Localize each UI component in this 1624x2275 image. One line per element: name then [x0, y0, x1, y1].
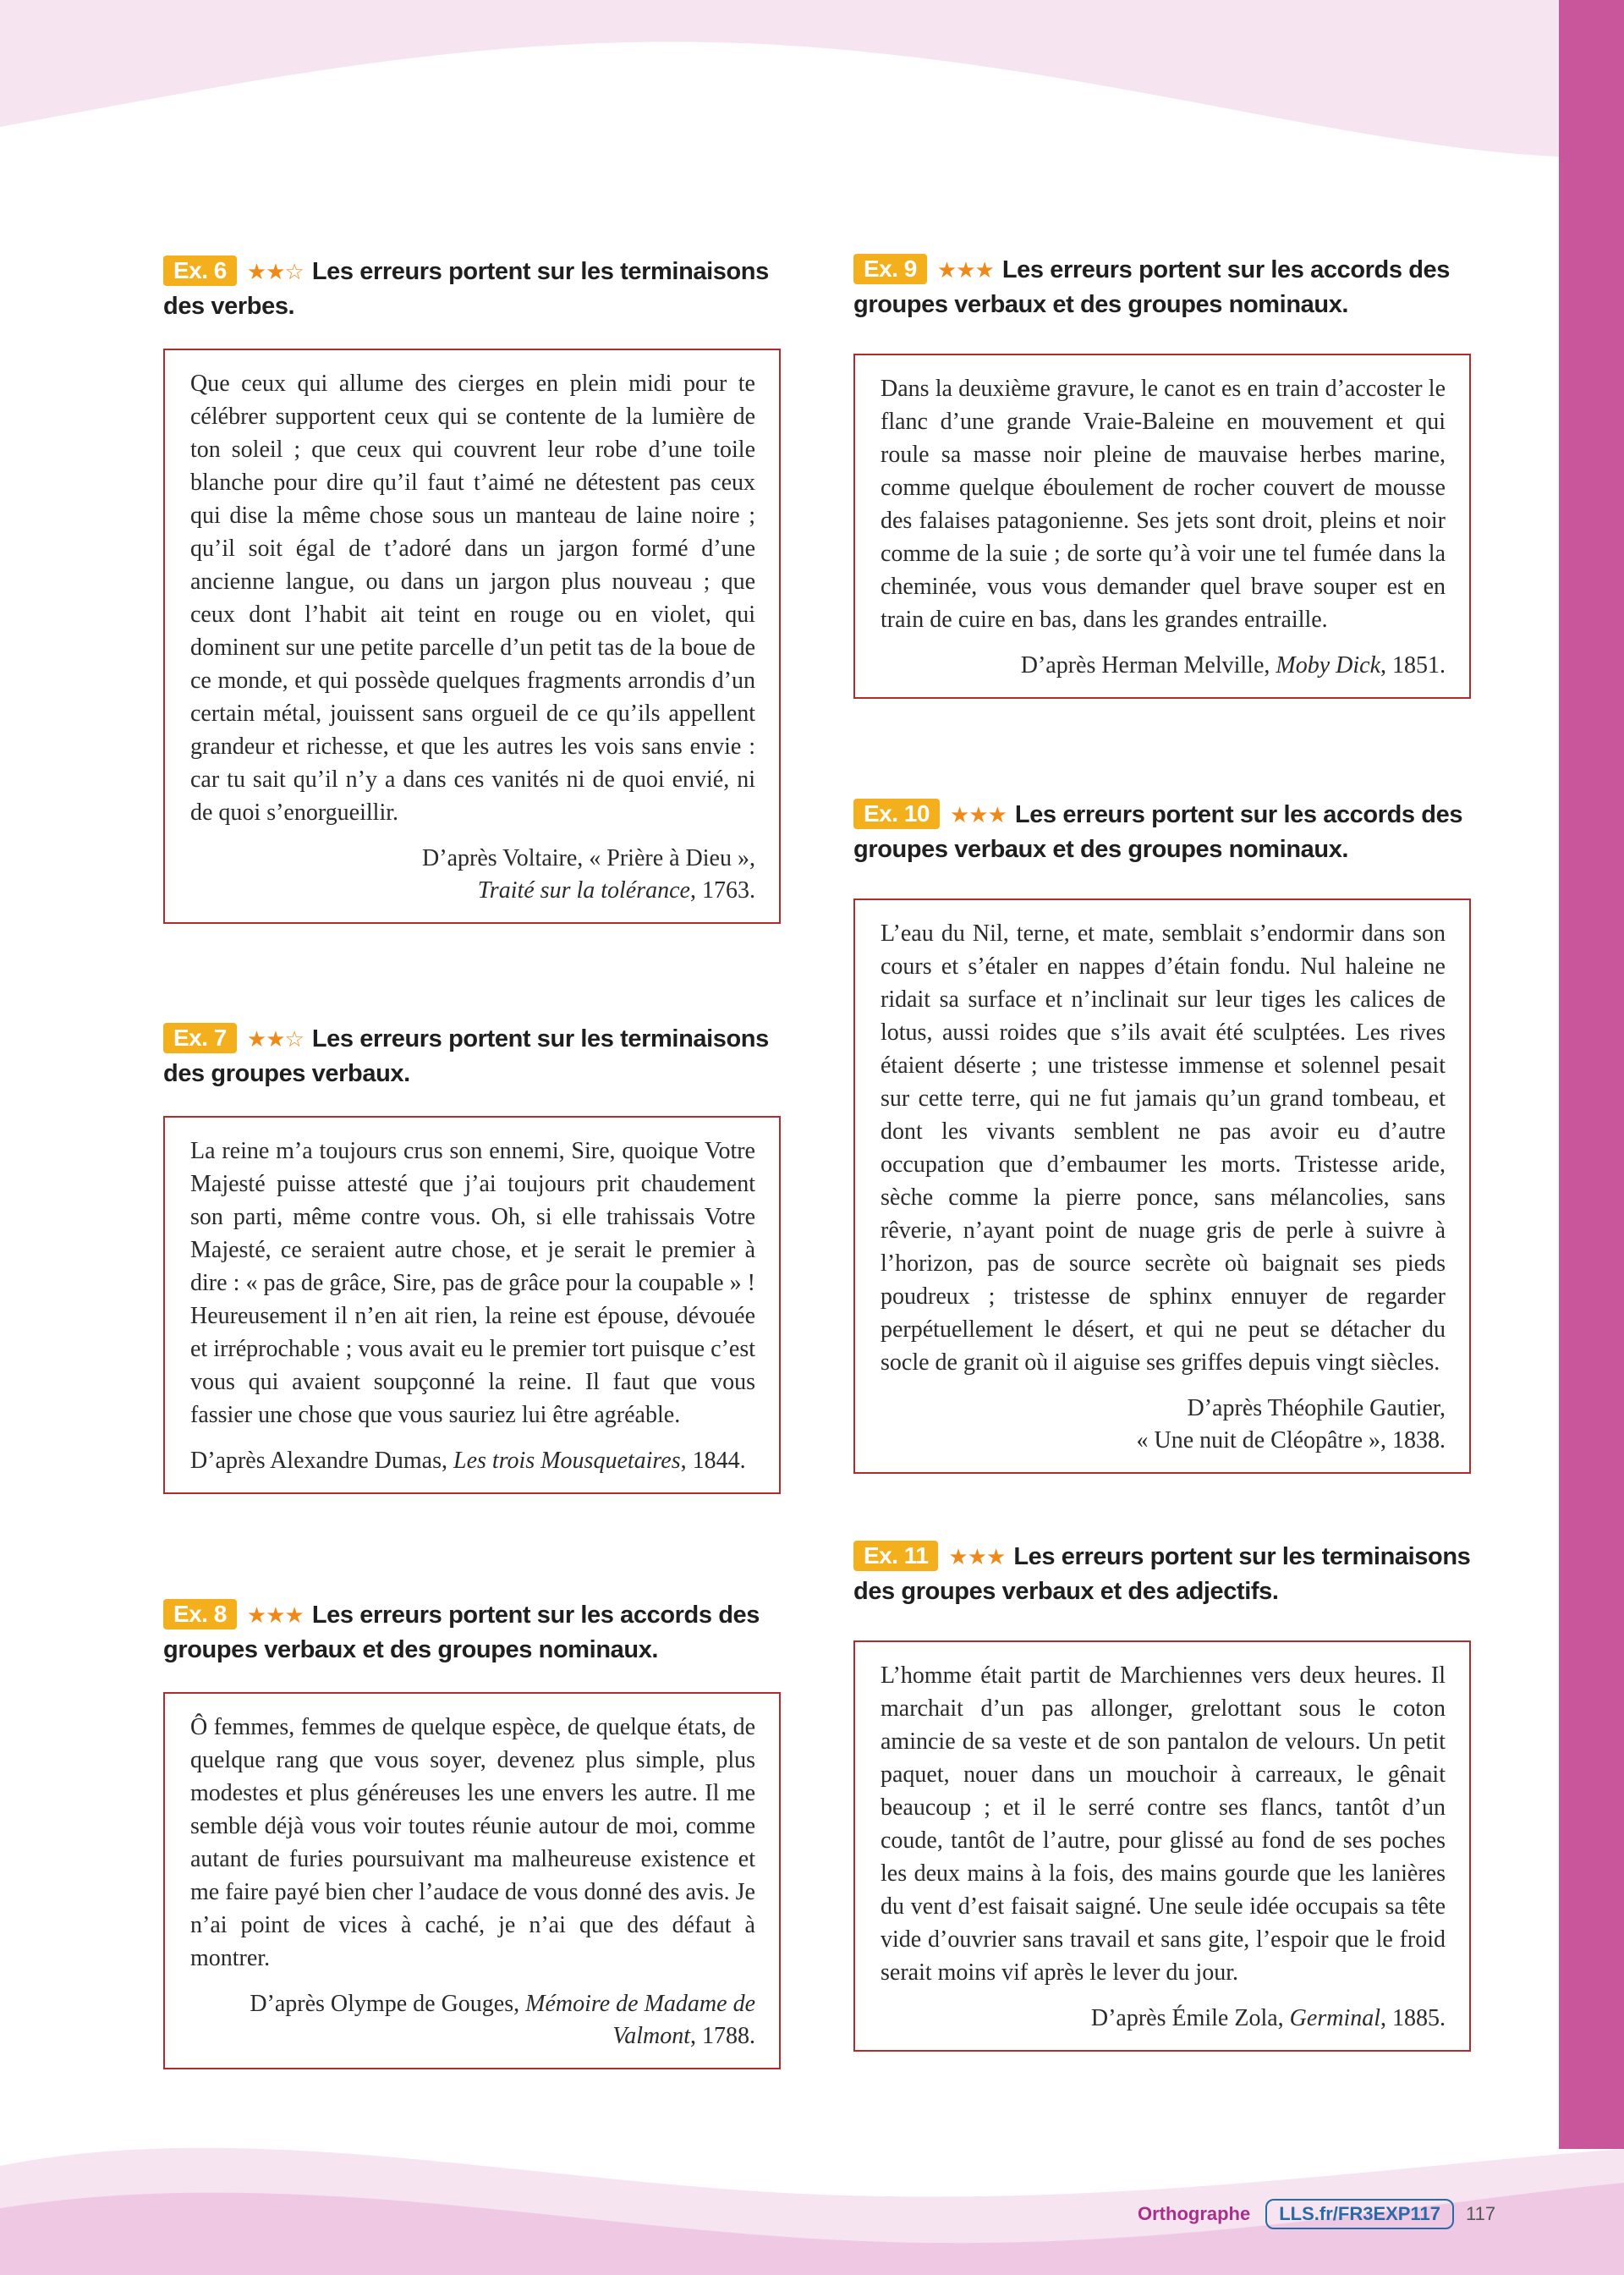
star-icon: ★ [266, 260, 285, 285]
exercise-badge: Ex. 8 [163, 1599, 237, 1629]
exercise-title: Les erreurs portent sur les accords des groupes verbaux et des groupes nominaux. [853, 801, 1463, 863]
star-icon: ★ [246, 1027, 266, 1052]
exercise-title: Les erreurs portent sur les terminaisons des groupes verbaux et des adjectifs. [853, 1543, 1471, 1605]
exercise-text-box [853, 354, 1471, 699]
exercise-6 [163, 255, 781, 924]
exercise-header [853, 1540, 1471, 1608]
exercise-source: D’après Voltaire, « Prière à Dieu », Traité sur la tolérance, 1763. [422, 845, 755, 904]
page-number: 117 [1465, 2203, 1496, 2224]
difficulty-stars [950, 798, 1007, 833]
footer-link-code[interactable]: LLS.fr/FR3EXP117 [1265, 2199, 1454, 2229]
exercise-title: Les erreurs portent sur les accords des groupes verbaux et des groupes nominaux. [163, 1602, 760, 1663]
exercise-text: Que ceux qui allume des cierges en plein midi pour te célébrer supportent ceux qui se contente de la lumière de ton soleil ; que ceux qui couvrent leur robe d’une toile blanche pour dire qu’il faut t’aimé ne détestent pas ceux qui dise la même chose sous un manteau de laine noire ; qu’il soit égal de t’adoré dans un jargon formé d’une ancienne langue, ou dans un jargon plus nouveau ; que ceux dont l’habit ait teint en rouge ou en violet, qui dominent sur une petite parcelle d’un petit tas de la boue de ce monde, et qui possède quelques fragments arrondis d’un certain métal, jouissent sans orgueil de ce qu’ils appellent grandeur et richesse, et que les autres les vois sans envie : car tu sait qu’il n’y a dans ces vanités ni de quoi envié, ni de quoi s’enorgueillir. [190, 371, 755, 826]
star-outline-icon: ☆ [284, 1027, 304, 1052]
exercise-header [163, 255, 781, 323]
exercise-9 [853, 253, 1471, 699]
page-footer [1138, 2197, 1495, 2231]
exercise-7 [163, 1022, 781, 1494]
exercise-8 [163, 1598, 781, 2069]
exercise-text-box [163, 1692, 781, 2069]
exercise-header [853, 798, 1471, 866]
exercise-text: Ô femmes, femmes de quelque espèce, de quelque états, de quelque rang que vous soyer, devenez plus simple, plus modestes et plus généreuses les une envers les autre. Il me semble déjà vous voir toutes réunie autour de moi, comme autant de furies poursuivant ma malheureuse existence et me faire payé bien cher l’audace de vous donné des avis. Je n’ai point de vices à caché, je n’ai que des défaut à montrer. [190, 1714, 755, 1971]
star-icon: ★ [948, 1545, 968, 1570]
exercise-10 [853, 798, 1471, 1474]
exercise-source: D’après Émile Zola, Germinal, 1885. [1090, 2005, 1446, 2031]
difficulty-stars [247, 1598, 304, 1633]
star-icon: ★ [986, 1545, 1006, 1570]
exercise-header [163, 1598, 781, 1667]
star-icon: ★ [284, 1603, 304, 1629]
exercise-source: D’après Alexandre Dumas, Les trois Mousquetaires, 1844. [190, 1448, 746, 1474]
star-icon: ★ [246, 260, 266, 285]
difficulty-stars [937, 253, 994, 288]
star-icon: ★ [266, 1603, 285, 1629]
star-icon: ★ [968, 803, 988, 828]
exercise-badge: Ex. 9 [853, 254, 927, 284]
star-icon: ★ [967, 1545, 987, 1570]
exercise-text: Dans la deuxième gravure, le canot es en train d’accoster le flanc d’une grande Vraie-Baleine en mouvement et qui roule sa masse noir pleine de mauvaise herbes marine, comme quelque éboulement de rocher couvert de mousse des falaises patagonienne. Ses jets sont droit, pleins et noir comme de la suie ; de sorte qu’à voir une tel fumée dans la cheminée, vous vous demander quel brave souper est en train de cuire en bas, dans les grandes entraille. [881, 376, 1446, 633]
exercise-header [853, 253, 1471, 321]
exercise-text-box [853, 1640, 1471, 2052]
exercise-11 [853, 1540, 1471, 2052]
star-icon: ★ [266, 1027, 285, 1052]
exercise-title: Les erreurs portent sur les accords des groupes verbaux et des groupes nominaux. [853, 256, 1451, 318]
star-icon: ★ [246, 1603, 266, 1629]
star-outline-icon: ☆ [284, 260, 304, 285]
difficulty-stars [948, 1540, 1005, 1574]
star-icon: ★ [987, 803, 1007, 828]
exercise-text-box [853, 898, 1471, 1474]
exercise-source: D’après Herman Melville, Moby Dick, 1851. [1020, 652, 1446, 679]
star-icon: ★ [956, 258, 975, 283]
exercise-badge: Ex. 10 [853, 799, 940, 829]
star-icon: ★ [949, 803, 969, 828]
exercise-header [163, 1022, 781, 1091]
exercise-badge: Ex. 7 [163, 1023, 237, 1053]
difficulty-stars [247, 1022, 304, 1057]
exercise-text: L’homme était partit de Marchiennes vers deux heures. Il marchait d’un pas allonger, grelottant sous le coton amincie de sa veste et de son pantalon de velours. Un petit paquet, nouer dans un mouchoir à carreaux, le gênait beaucoup ; et il le serré contre ses flancs, tantôt d’un coude, tantôt de l’autre, pour glissé au fond de ses poches les deux mains à la fois, des mains gourde que les lanières du vent d’est faisait saigné. Une seule idée occupais sa tête vide d’ouvrier sans travail et sans gite, l’espoir que le froid serait moins vif après le lever du jour. [881, 1662, 1446, 1986]
star-icon: ★ [974, 258, 994, 283]
right-margin-band [1559, 0, 1624, 2149]
exercise-badge: Ex. 11 [853, 1541, 938, 1571]
exercise-text: L’eau du Nil, terne, et mate, semblait s’endormir dans son cours et s’étaler en nappes d’étain fondu. Nul haleine ne ridait sa surface et n’inclinait sur leur tiges les calices de lotus, aussi roides que s’ils avait été sculptées. Les rives étaient déserte ; une tristesse immense et solennel pesait sur cette terre, qui ne fut jamais qu’un grand tombeau, et dont les vivants semblent ne pas avoir eu d’autre occupation que d’embaumer les morts. Tristesse aride, sèche comme la pierre ponce, sans mélancolies, sans rêverie, n’ayant point de nuage gris de perle à suivre à l’horizon, pas de source secrète où baignait ses pieds poudreux ; tristesse de sphinx ennuyer de regarder perpétuellement le désert, et qui ne peut se détacher du socle de granit où il aiguise ses griffes depuis vingt siècles. [881, 920, 1446, 1376]
exercise-source: D’après Théophile Gautier, « Une nuit de Cléopâtre », 1838. [1136, 1395, 1446, 1453]
star-icon: ★ [936, 258, 957, 283]
exercise-text-box [163, 349, 781, 924]
footer-section: Orthographe [1138, 2203, 1251, 2224]
exercise-text-box [163, 1116, 781, 1494]
exercise-text: La reine m’a toujours crus son ennemi, Sire, quoique Votre Majesté puisse attesté que j’ai toujours prit chaudement son parti, même contre vous. Oh, si elle trahissais Votre Majesté, ce seraient autre chose, et je serait le premier à dire : « pas de grâce, Sire, pas de grâce pour la coupable » ! Heureusement il n’en ait rien, la reine est épouse, dévouée et irréprochable ; vous avait eu le premier tort puisque c’est vous qui avaient soupçonné la reine. Il faut que vous fassier une chose que vous sauriez lui être agréable. [190, 1138, 755, 1428]
exercise-badge: Ex. 6 [163, 256, 237, 286]
exercise-source: D’après Olympe de Gouges, Mémoire de Madame de Valmont, 1788. [250, 1991, 755, 2049]
exercise-title: Les erreurs portent sur les terminaisons des groupes verbaux. [163, 1025, 769, 1087]
top-wave [0, 0, 1559, 157]
difficulty-stars [247, 255, 304, 289]
exercise-title: Les erreurs portent sur les terminaisons des verbes. [163, 258, 769, 320]
